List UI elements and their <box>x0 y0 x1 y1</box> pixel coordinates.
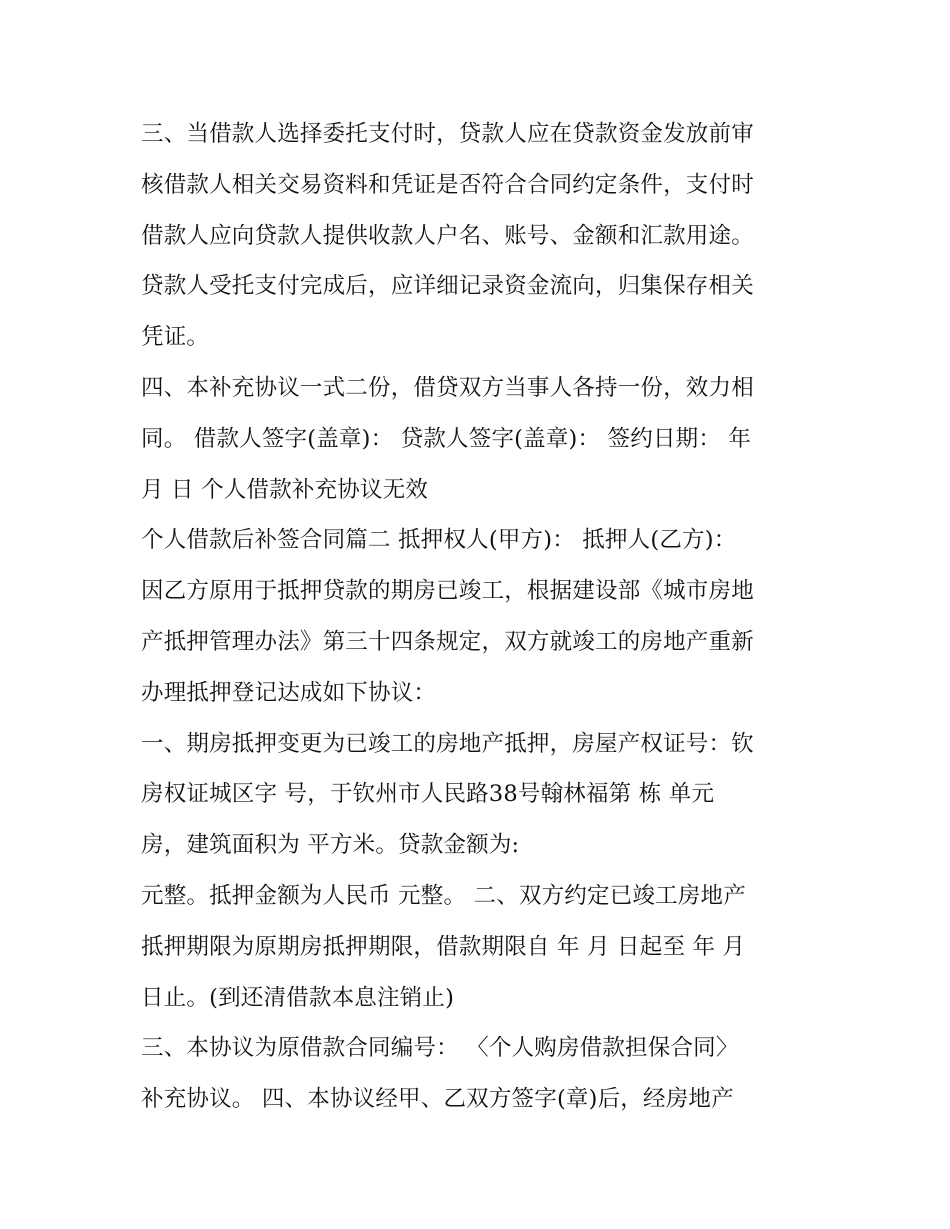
text-line: 抵押期限为原期房抵押期限，借款期限自 年 月 日起至 年 月 <box>141 933 746 960</box>
text-line: 日止。(到还清借款本息注销止) <box>141 984 455 1011</box>
text-line: 补充协议。 四、本协议经甲、乙双方签字(章)后，经房地产 <box>141 1086 734 1113</box>
text-line: 月 日 个人借款补充协议无效 <box>141 476 429 503</box>
text-line: 凭证。 <box>141 324 210 351</box>
text-line: 办理抵押登记达成如下协议： <box>141 679 437 706</box>
text-line: 四、本补充协议一式二份，借贷双方当事人各持一份，效力相 <box>141 374 754 401</box>
text-line: 同。 借款人签字(盖章)： 贷款人签字(盖章)： 签约日期： 年 <box>141 425 752 452</box>
text-line: 个人借款后补签合同篇二 抵押权人(甲方)： 抵押人(乙方)： <box>141 527 737 554</box>
text-line: 三、本协议为原借款合同编号： 〈个人购房借款担保合同〉 <box>141 1035 739 1062</box>
text-line: 房，建筑面积为 平方米。贷款金额为: <box>141 832 520 859</box>
document-body <box>141 109 821 1125</box>
text-line: 三、当借款人选择委托支付时，贷款人应在贷款资金发放前审 <box>141 121 754 147</box>
text-line: 贷款人受托支付完成后，应详细记录资金流向，归集保存相关 <box>141 273 754 300</box>
text-line: 房权证城区字 号，于钦州市人民路38号翰林福第 栋 单元 <box>141 781 715 808</box>
text-line: 借款人应向贷款人提供收款人户名、账号、金额和汇款用途。 <box>141 222 754 249</box>
text-line: 因乙方原用于抵押贷款的期房已竣工，根据建设部《城市房地 <box>141 578 754 605</box>
text-line: 元整。抵押金额为人民币 元整。 二、双方约定已竣工房地产 <box>141 882 746 909</box>
text-line: 核借款人相关交易资料和凭证是否符合合同约定条件，支付时 <box>141 171 754 198</box>
text-line: 产抵押管理办法》第三十四条规定，双方就竣工的房地产重新 <box>141 628 754 655</box>
text-line: 一、期房抵押变更为已竣工的房地产抵押，房屋产权证号：钦 <box>141 730 754 757</box>
